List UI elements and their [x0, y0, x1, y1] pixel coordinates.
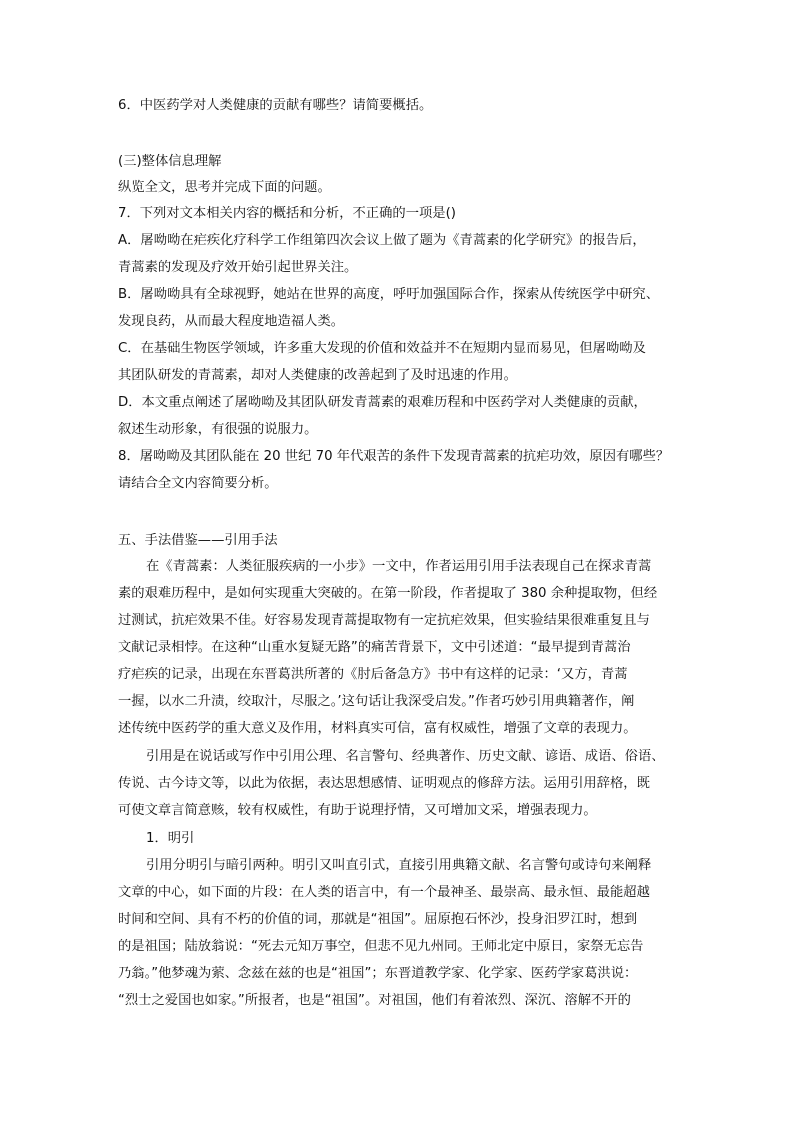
option-d-line-2: 叙述生动形象，有很强的说服力。	[118, 422, 318, 437]
option-b-line-1: B．屠呦呦具有全球视野，她站在世界的高度，呼吁加强国际合作，探索从传统医学中研究、	[118, 287, 659, 302]
paragraph-3-line-4: 的是祖国；陆放翁说：“死去元知万事空，但悲不见九州同。王师北定中原日，家祭无忘告	[118, 939, 644, 954]
paragraph-3-line-2: 文章的中心，如下面的片段：在人类的语言中，有一个最神圣、最崇高、最永恒、最能超越	[118, 885, 650, 900]
paragraph-2-line-2: 传说、古今诗文等，以此为依据，表达思想感情、证明观点的修辞方法。运用引用辞格，既	[118, 776, 650, 791]
paragraph-3-line-3: 时间和空间、具有不朽的价值的词，那就是“祖国”。屈原抱石怀沙，投身汨罗江时，想到	[118, 912, 638, 927]
paragraph-1-line-1: 在《青蒿素：人类征服疾病的一小步》一文中，作者运用引用手法表现自己在探求青蒿	[146, 559, 652, 574]
section-3-intro: 纵览全文，思考并完成下面的问题。	[118, 180, 331, 195]
paragraph-3-line-1: 引用分明引与暗引两种。明引又叫直引式，直接引用典籍文献、名言警句或诗句来阐释	[146, 858, 652, 873]
paragraph-1-line-2: 素的艰难历程中，是如何实现重大突破的。在第一阶段，作者提取了 380 余种提取物，但经	[118, 586, 658, 601]
option-c-line-2: 其团队研发的青蒿素，却对人类健康的改善起到了及时迅速的作用。	[118, 368, 517, 383]
question-7: 7．下列对文本相关内容的概括和分析，不正确的一项是()	[118, 206, 456, 221]
paragraph-1-line-5: 疗疟疾的记录，出现在东晋葛洪所著的《肘后备急方》书中有这样的记录：‘又方，青蒿	[118, 667, 628, 682]
paragraph-3-line-5: 乃翁。”他梦魂为萦、念兹在兹的也是“祖国”；东晋道教学家、化学家、医药学家葛洪说：	[118, 966, 638, 981]
option-c-line-1: C．在基础生物医学领域，许多重大发现的价值和效益并不在短期内显而易见，但屠呦呦及	[118, 341, 646, 356]
paragraph-1-line-7: 述传统中医药学的重大意义及作用，材料真实可信，富有权威性，增强了文章的表现力。	[118, 721, 637, 736]
paragraph-2-line-1: 引用是在说话或写作中引用公理、名言警句、经典著作、历史文献、谚语、成语、俗语、	[146, 749, 665, 764]
question-6: 6．中医药学对人类健康的贡献有哪些？请简要概括。	[118, 98, 433, 113]
option-d-line-1: D．本文重点阐述了屠呦呦及其团队研发青蒿素的艰难历程和中医药学对人类健康的贡献，	[118, 395, 647, 410]
option-a-line-2: 青蒿素的发现及疗效开始引起世界关注。	[118, 260, 358, 275]
paragraph-1-line-3: 过测试，抗疟效果不佳。好容易发现青蒿提取物有一定抗疟效果，但实验结果很难重复且与	[118, 613, 650, 628]
question-8-line-1: 8．屠呦呦及其团队能在 20 世纪 70 年代艰苦的条件下发现青蒿素的抗疟功效，原因有哪些？	[118, 449, 670, 464]
option-a-line-1: A．屠呦呦在疟疾化疗科学工作组第四次会议上做了题为《青蒿素的化学研究》的报告后，	[118, 233, 646, 248]
question-8-line-2: 请结合全文内容简要分析。	[118, 476, 278, 491]
paragraph-1-line-6: 一握，以水二升渍，绞取汁，尽服之。’这句话让我深受启发。”作者巧妙引用典籍著作，阐	[118, 694, 635, 709]
section-3-heading: (三)整体信息理解	[118, 154, 222, 169]
paragraph-2-line-3: 可使文章言简意赅，较有权威性，有助于说理抒情，又可增加文采，增强表现力。	[118, 803, 597, 818]
option-b-line-2: 发现良药，从而最大程度地造福人类。	[118, 314, 345, 329]
paragraph-1-line-4: 文献记录相悖。在这种“山重水复疑无路”的痛苦背景下，文中引述道：“最早提到青蒿治	[118, 640, 631, 655]
paragraph-3-line-6: “烈士之爱国也如家。”所报者，也是“祖国”。对祖国，他们有着浓烈、深沉、溶解不开的	[118, 993, 631, 1008]
subheading-explicit-quote: 1．明引	[146, 831, 195, 846]
section-5-heading: 五、手法借鉴——引用手法	[118, 533, 278, 548]
